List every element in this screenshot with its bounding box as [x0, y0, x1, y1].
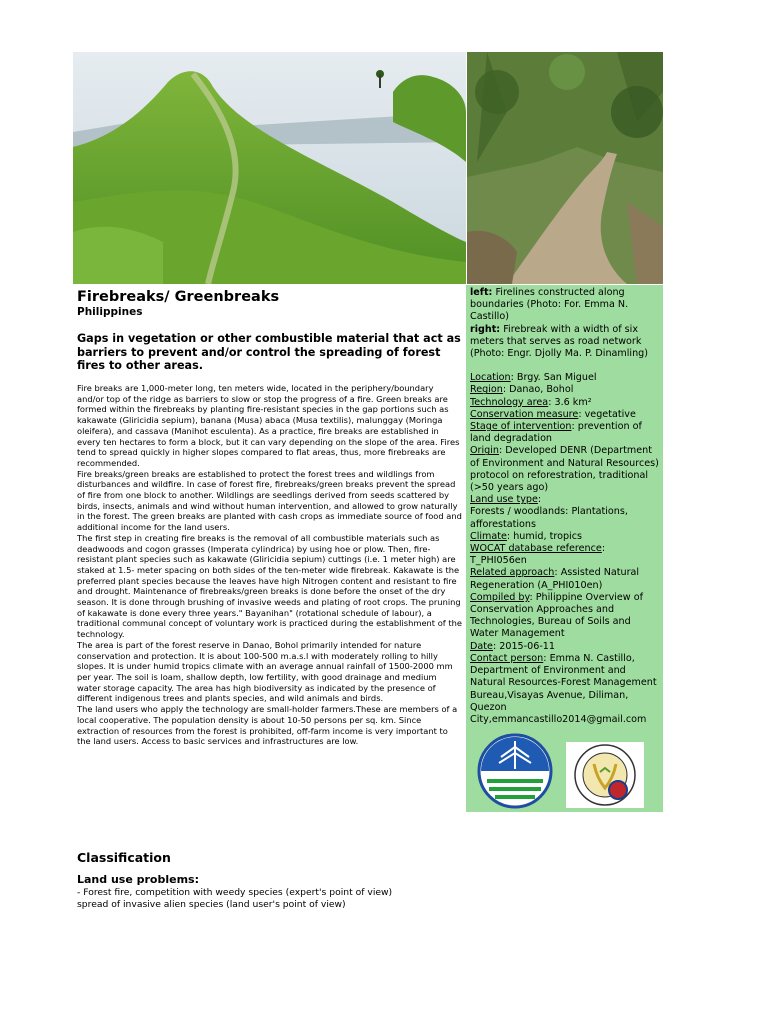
- fact-climate: Climate: humid, tropics: [470, 530, 582, 542]
- photo-ridge-firebreak: [73, 52, 466, 284]
- facts-sidebar-content: [470, 287, 662, 726]
- denr-logo: [475, 733, 555, 809]
- fact-land-use-type: Land use type: Forests / woodlands: Plantations, afforestations: [470, 494, 628, 530]
- fact-conservation-measure: Conservation measure: vegetative: [470, 408, 636, 420]
- page-title: Firebreaks/ Greenbreaks: [77, 289, 280, 305]
- fact-related-approach: Related approach: Assisted Natural Regeneration (A_PHI010en): [470, 567, 640, 591]
- fact-region: Region: Danao, Bohol: [470, 384, 574, 396]
- description-paragraph: The area is part of the forest reserve in Danao, Bohol primarily intended for nature conservation and protection. It is about 100-500 m.a.s.l with moderately rolling to hilly slopes. It is under humid tropics climate with an average annual rainfall of 1500-2000 mm per year. The soil is loam, shallow depth, low fertility, with good drainage and medium water storage capacity. The area has high biodiversity as indicated by the presence of different indigenous trees and plants species, and wild animals and birds.: [77, 639, 453, 704]
- description-body: [77, 383, 462, 747]
- ridge-photo-illustration: [73, 52, 466, 284]
- description-paragraph: The first step in creating fire breaks is the removal of all combustible materials such as deadwoods and cogon grasses (Imperata cylindrica) by using hoe or plow. Then, fire-resistant plant species such as kakawate (Gliricidia sepium) cuttings (i.e. 1 meter high) are staked at 1.5- meter spacing on both sides of the ten-meter wide firebreak. Kakawate is the preferred plant species because the leaves have high Nitrogen content and resistant to fire and drought. Maintenance of firebreaks/green breaks is done before the onset of the dry season. It is done through brushing of invasive weeds and plating of root crops. The pruning of kakawate is done every three years." Bayanihan" (rotational schedule of labour), a traditional communal concept of voluntary work is practiced during the establishment of the technology.: [77, 532, 462, 640]
- list-item: - Forest fire, competition with weedy species (expert's point of view): [77, 887, 393, 898]
- description-paragraph: Fire breaks/green breaks are established to protect the forest trees and wildlings from disturbances and wildfire. In case of forest fire, firebreaks/green breaks prevent the spread of fire from one block to another. Wildlings are seedlings derived from seeds scattered by birds, insects, animals and wind without human intervention, and allowed to grow naturally in the forest. The green breaks are planted with cash crops as immediate source of food and additional income for the land users.: [77, 468, 462, 533]
- classification-heading: Classification: [77, 850, 171, 865]
- department-of-agriculture-logo: [566, 742, 644, 808]
- fact-technology-area: Technology area: 3.6 km²: [470, 396, 592, 408]
- da-logo-graphic: [566, 742, 644, 808]
- fact-wocat-reference: WOCAT database reference: T_PHI056en: [470, 543, 606, 567]
- forest-road-illustration: [467, 52, 663, 284]
- list-item: spread of invasive alien species (land user's point of view): [77, 899, 346, 911]
- description-paragraph: The land users who apply the technology are small-holder farmers.These are members of a local cooperative. The population density is about 10-50 persons per sq. km. Since extraction of resources from the forest is prohibited, off-farm income is very important to the land users. Access to basic services and infrastructures are low.: [77, 704, 458, 747]
- technology-summary: Gaps in vegetation or other combustible material that act as barriers to prevent and/or control the spreading of forest fires to other areas.: [77, 332, 461, 372]
- land-use-problems-heading: Land use problems:: [77, 873, 200, 886]
- fact-stage-of-intervention: Stage of intervention: prevention of land degradation: [470, 421, 642, 445]
- description-paragraph: Fire breaks are 1,000-meter long, ten meters wide, located in the periphery/boundary and/or top of the ridge as barriers to slow or stop the progress of a fire. Green breaks are formed within the firebreaks by planting fire-resistant species in the gap portions such as kakawate (Gliricidia sepium), banana (Musa) abaca (Musa textilis), malunggay (Moringa oleifera), and cassava (Manihot esculenta). As a practice, fire breaks are established in every ten hectares to form a block, but it can vary depending on the slope of the area. Fires tend to spread quickly in higher slopes compared to flat areas, thus, more firebreaks are recommended.: [77, 383, 460, 468]
- fact-compiled-by: Compiled by: Philippine Overview of Conservation Approaches and Technologies, Bureau of Soils and Water Management: [470, 591, 643, 640]
- land-use-problems-list: [77, 887, 392, 912]
- fact-location: Location: Brgy. San Miguel: [470, 372, 597, 384]
- photo-caption-left: left: Firelines constructed along boundaries (Photo: For. Emma N. Castillo): [470, 287, 629, 323]
- country-label: Philippines: [77, 306, 143, 318]
- fact-date: Date: 2015-06-11: [470, 640, 555, 652]
- fact-origin: Origin: Developed DENR (Department of Environment and Natural Resources) protocol on reforestration, traditional (>50 years ago): [470, 445, 659, 494]
- denr-logo-graphic: [475, 733, 555, 809]
- photo-forest-road: [467, 52, 663, 284]
- fact-contact-person: Contact person: Emma N. Castillo, Department of Environment and Natural Resources-Forest Management Bureau,Visayas Avenue, Diliman, Quezon City,emmancastillo2014@gmail.com: [470, 652, 657, 725]
- photo-caption-right: right: Firebreak with a width of six meters that serves as road network (Photo: Engr. Djolly Ma. P. Dinamling): [470, 323, 649, 360]
